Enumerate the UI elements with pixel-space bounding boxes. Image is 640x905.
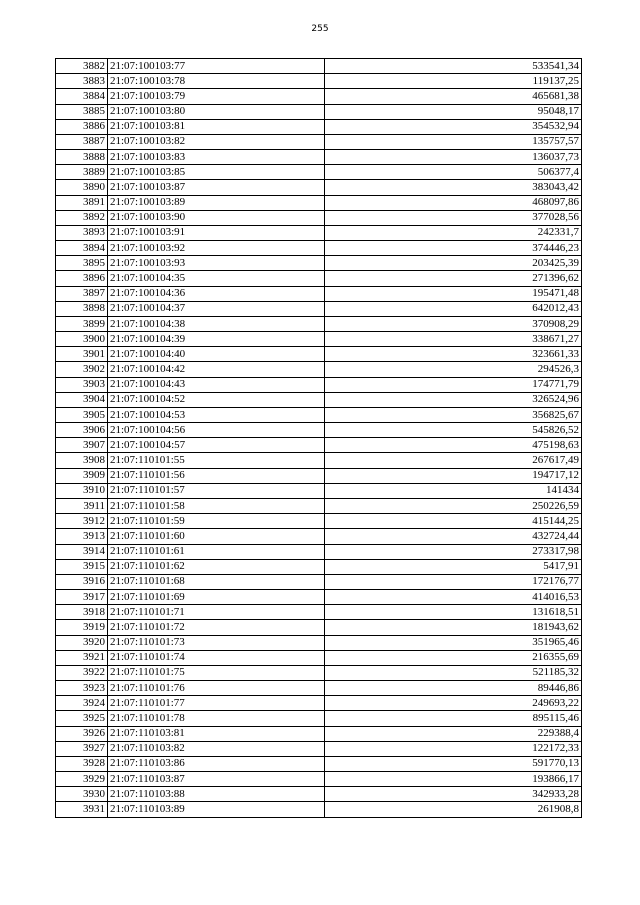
row-number-cell: 3904 [56,392,108,407]
row-number-cell: 3883 [56,74,108,89]
row-number-cell: 3893 [56,225,108,240]
page-number: 255 [311,24,329,34]
row-number-cell: 3892 [56,210,108,225]
cadastral-value-cell: 261908,8 [325,802,582,817]
table-row [56,559,582,574]
table-row [56,407,582,422]
cadastral-value-cell: 475198,63 [325,438,582,453]
cadastral-value-cell: 465681,38 [325,89,582,104]
row-number-cell: 3887 [56,134,108,149]
row-number-cell: 3889 [56,165,108,180]
cadastral-number-cell: 21:07:110101:69 [108,590,325,605]
cadastral-number-cell: 21:07:110101:57 [108,483,325,498]
row-number-cell: 3882 [56,59,108,74]
row-number-cell: 3897 [56,286,108,301]
cadastral-value-cell: 242331,7 [325,225,582,240]
table-row [56,286,582,301]
table-body [56,59,582,818]
cadastral-value-cell: 194717,12 [325,468,582,483]
table-row [56,650,582,665]
cadastral-number-cell: 21:07:110101:68 [108,574,325,589]
cadastral-value-cell: 338671,27 [325,332,582,347]
cadastral-number-cell: 21:07:110103:81 [108,726,325,741]
table-row [56,150,582,165]
table-row [56,726,582,741]
cadastral-number-cell: 21:07:100103:78 [108,74,325,89]
cadastral-value-cell: 326524,96 [325,392,582,407]
row-number-cell: 3931 [56,802,108,817]
cadastral-value-cell: 273317,98 [325,544,582,559]
cadastral-number-cell: 21:07:100103:79 [108,89,325,104]
row-number-cell: 3884 [56,89,108,104]
cadastral-number-cell: 21:07:100104:36 [108,286,325,301]
cadastral-value-cell: 89446,86 [325,681,582,696]
row-number-cell: 3906 [56,423,108,438]
cadastral-number-cell: 21:07:100103:90 [108,210,325,225]
cadastral-value-cell: 250226,59 [325,498,582,513]
cadastral-number-cell: 21:07:100103:89 [108,195,325,210]
table-row [56,301,582,316]
row-number-cell: 3921 [56,650,108,665]
cadastral-number-cell: 21:07:100103:82 [108,134,325,149]
row-number-cell: 3926 [56,726,108,741]
cadastral-number-cell: 21:07:100104:53 [108,407,325,422]
row-number-cell: 3925 [56,711,108,726]
cadastral-number-cell: 21:07:100104:38 [108,316,325,331]
cadastral-number-cell: 21:07:110101:56 [108,468,325,483]
row-number-cell: 3902 [56,362,108,377]
row-number-cell: 3918 [56,605,108,620]
row-number-cell: 3901 [56,347,108,362]
cadastral-number-cell: 21:07:100104:40 [108,347,325,362]
table-row [56,392,582,407]
table-row [56,134,582,149]
cadastral-value-cell: 95048,17 [325,104,582,119]
table-row [56,347,582,362]
row-number-cell: 3891 [56,195,108,210]
table-row [56,210,582,225]
row-number-cell: 3898 [56,301,108,316]
cadastral-number-cell: 21:07:110101:55 [108,453,325,468]
table-row [56,756,582,771]
cadastral-number-cell: 21:07:110103:87 [108,772,325,787]
cadastral-number-cell: 21:07:100104:56 [108,423,325,438]
table-row [56,362,582,377]
cadastral-number-cell: 21:07:100104:52 [108,392,325,407]
table-row [56,225,582,240]
table-row [56,453,582,468]
cadastral-number-cell: 21:07:110101:72 [108,620,325,635]
cadastral-value-cell: 323661,33 [325,347,582,362]
table-row [56,711,582,726]
table-row [56,332,582,347]
cadastral-number-cell: 21:07:100103:91 [108,225,325,240]
cadastral-value-cell: 195471,48 [325,286,582,301]
table-row [56,195,582,210]
cadastral-value-cell: 181943,62 [325,620,582,635]
cadastral-number-cell: 21:07:100103:83 [108,150,325,165]
cadastral-number-cell: 21:07:100104:43 [108,377,325,392]
row-number-cell: 3915 [56,559,108,574]
table-row [56,620,582,635]
cadastral-value-cell: 249693,22 [325,696,582,711]
cadastral-value-cell: 267617,49 [325,453,582,468]
cadastral-number-cell: 21:07:100103:80 [108,104,325,119]
table-row [56,104,582,119]
table-row [56,438,582,453]
table-row [56,89,582,104]
table-row [56,119,582,134]
row-number-cell: 3922 [56,665,108,680]
cadastral-value-cell: 294526,3 [325,362,582,377]
table-row [56,741,582,756]
table-row [56,802,582,817]
cadastral-value-cell: 374446,23 [325,241,582,256]
cadastral-value-cell: 172176,77 [325,574,582,589]
cadastral-number-cell: 21:07:100103:87 [108,180,325,195]
table-row [56,514,582,529]
cadastral-value-cell: 521185,32 [325,665,582,680]
row-number-cell: 3895 [56,256,108,271]
cadastral-number-cell: 21:07:100103:93 [108,256,325,271]
cadastral-value-cell: 415144,25 [325,514,582,529]
table-row [56,423,582,438]
cadastral-value-cell: 131618,51 [325,605,582,620]
row-number-cell: 3924 [56,696,108,711]
cadastral-number-cell: 21:07:110101:73 [108,635,325,650]
row-number-cell: 3905 [56,407,108,422]
row-number-cell: 3903 [56,377,108,392]
row-number-cell: 3896 [56,271,108,286]
row-number-cell: 3917 [56,590,108,605]
cadastral-number-cell: 21:07:100104:39 [108,332,325,347]
table-row [56,590,582,605]
cadastral-value-cell: 203425,39 [325,256,582,271]
cadastral-number-cell: 21:07:110101:75 [108,665,325,680]
cadastral-number-cell: 21:07:110101:77 [108,696,325,711]
cadastral-value-cell: 414016,53 [325,590,582,605]
cadastral-number-cell: 21:07:100103:81 [108,119,325,134]
table-row [56,544,582,559]
cadastral-value-cell: 533541,34 [325,59,582,74]
cadastral-value-cell: 356825,67 [325,407,582,422]
cadastral-number-cell: 21:07:110101:71 [108,605,325,620]
row-number-cell: 3885 [56,104,108,119]
table-row [56,772,582,787]
cadastral-value-cell: 432724,44 [325,529,582,544]
cadastral-value-cell: 642012,43 [325,301,582,316]
row-number-cell: 3908 [56,453,108,468]
cadastral-number-cell: 21:07:110101:61 [108,544,325,559]
cadastral-value-cell: 136037,73 [325,150,582,165]
row-number-cell: 3910 [56,483,108,498]
cadastral-value-cell: 119137,25 [325,74,582,89]
cadastral-number-cell: 21:07:110101:60 [108,529,325,544]
table-row [56,180,582,195]
row-number-cell: 3888 [56,150,108,165]
cadastral-number-cell: 21:07:110103:88 [108,787,325,802]
row-number-cell: 3919 [56,620,108,635]
table-row [56,681,582,696]
row-number-cell: 3930 [56,787,108,802]
cadastral-value-cell: 216355,69 [325,650,582,665]
cadastral-number-cell: 21:07:100104:42 [108,362,325,377]
table-row [56,74,582,89]
cadastral-number-cell: 21:07:110103:89 [108,802,325,817]
table-row [56,377,582,392]
cadastral-value-cell: 271396,62 [325,271,582,286]
cadastral-value-cell: 506377,4 [325,165,582,180]
row-number-cell: 3911 [56,498,108,513]
cadastral-value-cell: 174771,79 [325,377,582,392]
cadastral-value-cell: 545826,52 [325,423,582,438]
cadastral-number-cell: 21:07:110101:58 [108,498,325,513]
row-number-cell: 3916 [56,574,108,589]
row-number-cell: 3923 [56,681,108,696]
cadastral-value-cell: 122172,33 [325,741,582,756]
row-number-cell: 3920 [56,635,108,650]
row-number-cell: 3899 [56,316,108,331]
cadastral-number-cell: 21:07:110101:76 [108,681,325,696]
cadastral-value-cell: 5417,91 [325,559,582,574]
cadastral-number-cell: 21:07:100104:35 [108,271,325,286]
cadastral-number-cell: 21:07:110101:59 [108,514,325,529]
cadastral-value-cell: 468097,86 [325,195,582,210]
cadastral-value-cell: 342933,28 [325,787,582,802]
row-number-cell: 3894 [56,241,108,256]
table-row [56,241,582,256]
row-number-cell: 3912 [56,514,108,529]
table-row [56,529,582,544]
cadastral-value-cell: 193866,17 [325,772,582,787]
row-number-cell: 3913 [56,529,108,544]
cadastral-number-cell: 21:07:100103:85 [108,165,325,180]
cadastral-number-cell: 21:07:100103:92 [108,241,325,256]
table-row [56,696,582,711]
table-row [56,665,582,680]
cadastral-value-cell: 591770,13 [325,756,582,771]
cadastral-value-cell: 370908,29 [325,316,582,331]
cadastral-value-cell: 141434 [325,483,582,498]
table-row [56,468,582,483]
table-row [56,498,582,513]
row-number-cell: 3900 [56,332,108,347]
cadastral-number-cell: 21:07:110103:82 [108,741,325,756]
cadastral-number-cell: 21:07:100104:37 [108,301,325,316]
table-row [56,787,582,802]
cadastral-number-cell: 21:07:110101:78 [108,711,325,726]
row-number-cell: 3909 [56,468,108,483]
cadastral-value-cell: 135757,57 [325,134,582,149]
cadastral-value-table [55,58,582,818]
cadastral-value-cell: 383043,42 [325,180,582,195]
table-row [56,59,582,74]
cadastral-value-cell: 895115,46 [325,711,582,726]
table-row [56,574,582,589]
table-row [56,605,582,620]
row-number-cell: 3907 [56,438,108,453]
row-number-cell: 3928 [56,756,108,771]
table-row [56,635,582,650]
cadastral-number-cell: 21:07:100103:77 [108,59,325,74]
cadastral-value-cell: 354532,94 [325,119,582,134]
cadastral-value-cell: 351965,46 [325,635,582,650]
row-number-cell: 3929 [56,772,108,787]
row-number-cell: 3927 [56,741,108,756]
table-row [56,271,582,286]
table-row [56,483,582,498]
table-row [56,316,582,331]
cadastral-value-cell: 229388,4 [325,726,582,741]
row-number-cell: 3914 [56,544,108,559]
row-number-cell: 3890 [56,180,108,195]
cadastral-value-cell: 377028,56 [325,210,582,225]
cadastral-number-cell: 21:07:100104:57 [108,438,325,453]
cadastral-number-cell: 21:07:110101:62 [108,559,325,574]
table-row [56,165,582,180]
cadastral-number-cell: 21:07:110101:74 [108,650,325,665]
row-number-cell: 3886 [56,119,108,134]
cadastral-number-cell: 21:07:110103:86 [108,756,325,771]
table-row [56,256,582,271]
